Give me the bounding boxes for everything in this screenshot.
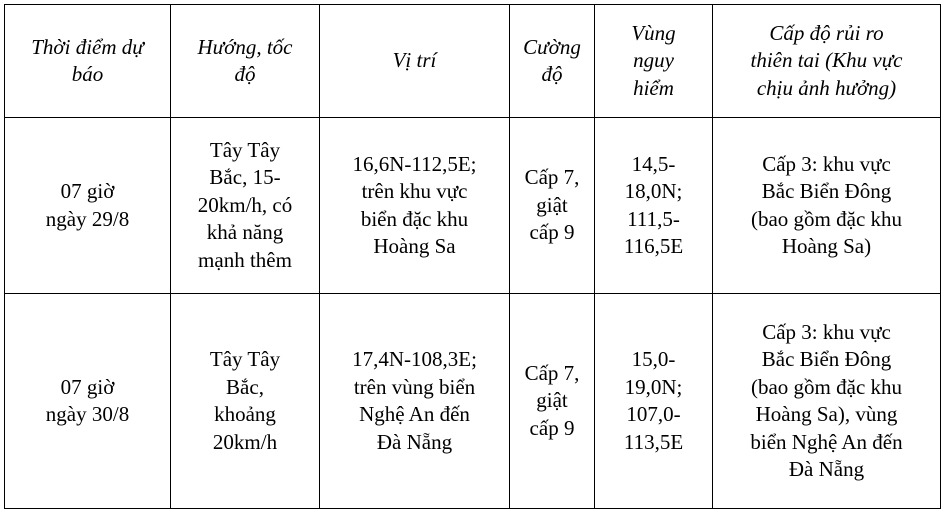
cell-text: 17,4N-108,3E; bbox=[352, 347, 477, 371]
cell-text: Đà Nẵng bbox=[788, 457, 865, 481]
header-text: chịu ảnh hưởng) bbox=[756, 75, 897, 100]
cell-intensity bbox=[510, 294, 595, 509]
cell-text: Hoàng Sa), vùng bbox=[755, 402, 898, 426]
cell-text: Hoàng Sa) bbox=[781, 234, 872, 258]
cell-text: giật bbox=[536, 388, 568, 413]
cell-text: 07 giờ bbox=[60, 179, 115, 203]
cell-time bbox=[5, 294, 171, 509]
cell-text: Hoàng Sa bbox=[373, 234, 456, 258]
cell-text: Bắc, bbox=[226, 374, 264, 399]
cell-text: trên vùng biển bbox=[353, 374, 476, 399]
cell-text: biển Nghệ An đến bbox=[750, 429, 903, 454]
header-text: Cấp độ rủi ro bbox=[769, 20, 884, 45]
cell-text: 20km/h bbox=[212, 429, 278, 454]
cell-text: trên khu vực bbox=[361, 179, 468, 203]
header-text: thiên tai (Khu vực bbox=[750, 48, 903, 73]
cell-text: 113,5E bbox=[623, 429, 684, 454]
cell-direction bbox=[171, 294, 320, 509]
cell-text: 20km/h, có bbox=[197, 192, 293, 217]
header-text: hiểm bbox=[633, 75, 674, 100]
cell-text: 111,5- bbox=[627, 206, 680, 231]
cell-text: Tây Tây bbox=[209, 347, 281, 371]
header-text: Hướng, tốc bbox=[197, 34, 293, 59]
header-danger-zone bbox=[595, 5, 713, 118]
cell-text: Bắc Biển Đông bbox=[761, 347, 892, 371]
cell-text: cấp 9 bbox=[529, 415, 575, 440]
cell-danger-zone bbox=[595, 294, 713, 509]
cell-risk-level bbox=[713, 118, 941, 294]
cell-text: Bắc Biển Đông bbox=[761, 179, 892, 203]
cell-text: Cấp 7, bbox=[524, 360, 580, 385]
cell-text: Cấp 7, bbox=[524, 165, 580, 190]
header-text: độ bbox=[541, 62, 563, 86]
cell-text: Tây Tây bbox=[209, 137, 281, 162]
header-text: Vị trí bbox=[392, 48, 437, 73]
cell-risk-level bbox=[713, 294, 941, 509]
cell-danger-zone bbox=[595, 118, 713, 294]
cell-position bbox=[320, 118, 510, 294]
cell-direction bbox=[171, 118, 320, 294]
header-text: báo bbox=[71, 62, 104, 86]
cell-position bbox=[320, 294, 510, 509]
cell-text: cấp 9 bbox=[529, 220, 575, 245]
cell-text: 15,0- bbox=[631, 347, 676, 371]
table-row bbox=[5, 294, 941, 509]
cell-text: ngày 29/8 bbox=[45, 206, 130, 231]
cell-text: ngày 30/8 bbox=[45, 402, 130, 426]
cell-time bbox=[5, 118, 171, 294]
header-forecast-time bbox=[5, 5, 171, 118]
cell-text: (bao gồm đặc khu bbox=[750, 206, 903, 231]
header-text: Cường bbox=[523, 34, 581, 59]
cell-text: Bắc, 15- bbox=[209, 165, 281, 190]
header-text: Thời điểm dự bbox=[31, 34, 144, 59]
cell-text: khả năng bbox=[206, 220, 284, 245]
cell-text: mạnh thêm bbox=[198, 247, 292, 272]
cell-text: Cấp 3: khu vực bbox=[762, 319, 891, 344]
cell-text: 14,5- bbox=[631, 151, 676, 176]
table-row bbox=[5, 118, 941, 294]
cell-text: Đà Nẵng bbox=[376, 429, 453, 454]
header-intensity bbox=[510, 5, 595, 118]
header-row bbox=[5, 5, 941, 118]
cell-text: 18,0N; bbox=[624, 179, 683, 203]
cell-text: 19,0N; bbox=[624, 374, 683, 399]
cell-text: 116,5E bbox=[623, 234, 684, 258]
header-risk-level bbox=[713, 5, 941, 118]
cell-text: 16,6N-112,5E; bbox=[352, 151, 477, 176]
cell-text: (bao gồm đặc khu bbox=[750, 374, 903, 399]
cell-text: Nghệ An đến bbox=[359, 402, 470, 426]
cell-text: biển đặc khu bbox=[360, 206, 469, 231]
header-text: nguy bbox=[633, 48, 674, 73]
header-text: Vùng bbox=[631, 20, 676, 45]
cell-text: Cấp 3: khu vực bbox=[762, 151, 891, 176]
cell-text: giật bbox=[536, 192, 568, 217]
cell-text: 107,0- bbox=[626, 402, 681, 426]
forecast-table bbox=[4, 4, 941, 509]
cell-text: 07 giờ bbox=[60, 374, 115, 399]
header-text: độ bbox=[234, 62, 256, 86]
cell-intensity bbox=[510, 118, 595, 294]
header-direction-speed bbox=[171, 5, 320, 118]
header-position bbox=[320, 5, 510, 118]
cell-text: khoảng bbox=[214, 402, 276, 426]
